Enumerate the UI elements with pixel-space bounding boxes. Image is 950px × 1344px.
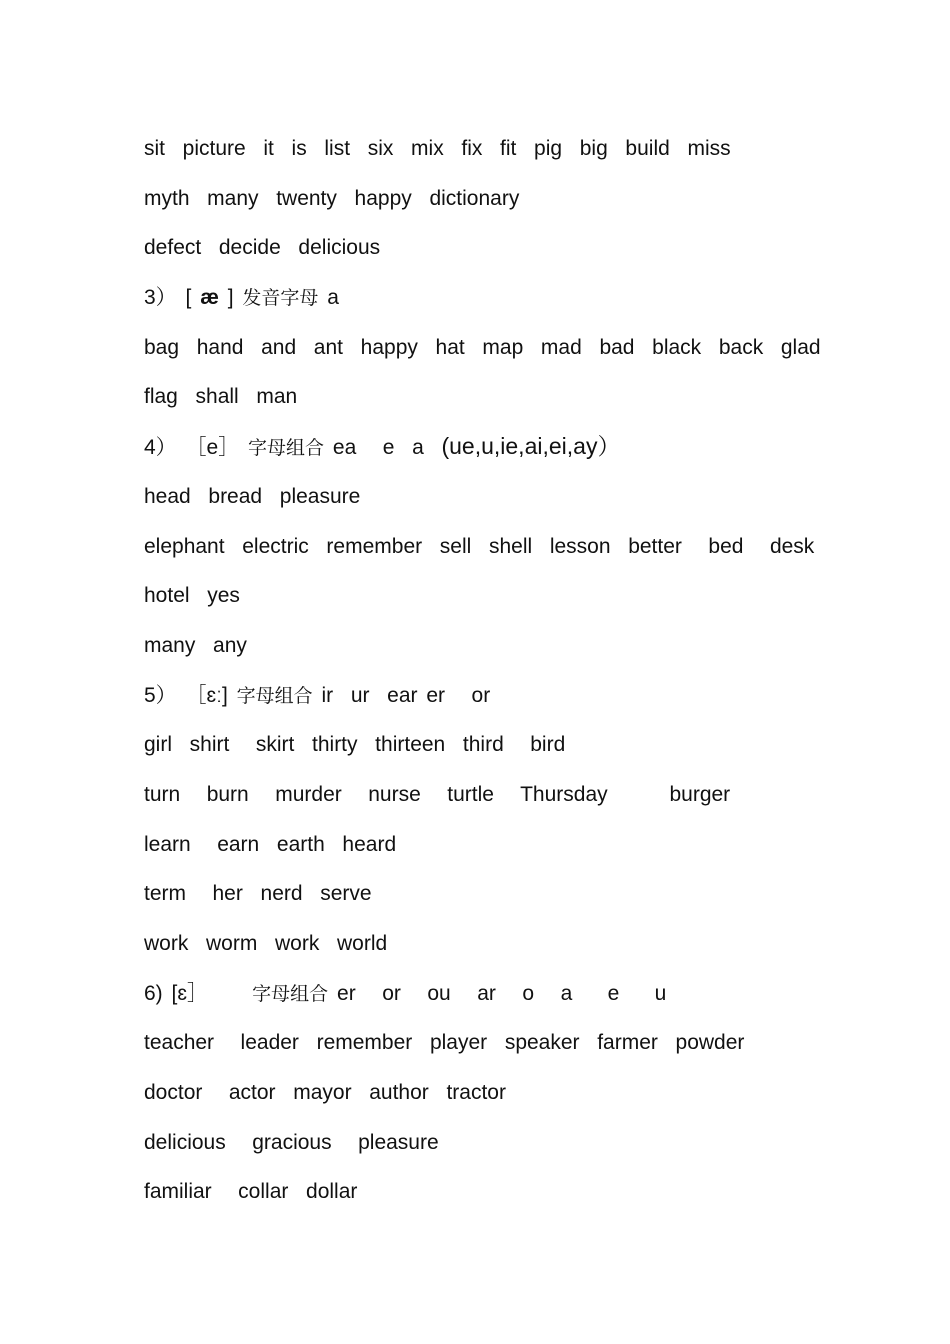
chinese-label: 字母组合 [248,437,325,460]
section-heading-6 [144,969,844,1019]
word-line: doctor actor mayor author tractor [144,1081,506,1105]
word-line: turn burn murder nurse turtle Thursday burger [144,782,731,806]
word-line: delicious gracious pleasure [144,1130,439,1154]
letter-list: ir ur ear er or [312,683,491,707]
word-line: teacher leader remember player speaker farmer powder [144,1031,745,1055]
section-number: 4） [144,436,177,460]
word-line: head bread pleasure [144,484,361,508]
ipa-symbol: æ [200,286,219,310]
word-line: hotel yes [144,584,240,608]
word-line: defect decide delicious [144,236,381,260]
section-heading-5 [144,671,844,721]
ipa-symbol: ［ɛː] [176,683,237,707]
letter-list: ea e a [324,436,442,460]
ipa-bracket-close: ] [218,286,234,310]
section-number: 5） [144,683,177,707]
word-line: bag hand and ant happy hat map mad bad black back glad [144,335,821,359]
chinese-label: 字母组合 [236,684,313,707]
ipa-bracket-open: [ [176,286,201,310]
word-line: many any [144,633,247,657]
section-heading-3 [144,273,844,323]
ipa-symbol: ［e］ [176,436,240,460]
chinese-label: 发音字母 [242,287,319,310]
chinese-label: 字母组合 [252,982,329,1005]
word-line: sit picture it is list six mix fix fit pig big build miss [144,137,731,160]
section-number: 3） [144,286,177,310]
extra-letter-list: (ue,u,ie,ai,ei,ay） [441,433,621,460]
word-line: girl shirt skirt thirty thirteen third bird [144,733,566,757]
word-line: myth many twenty happy dictionary [144,186,520,210]
word-line: term her nerd serve [144,882,372,906]
word-line: learn earn earth heard [144,832,397,856]
word-line: flag shall man [144,385,298,409]
letter-list: er or ou ar o a e u [328,981,667,1005]
word-line: work worm work world [144,932,388,955]
letter-list: a [318,286,339,310]
section-heading-4 [144,422,844,472]
document-page [144,124,844,1217]
section-number: 6) [144,981,172,1005]
word-line: elephant electric remember sell shell lesson better bed desk [144,534,815,558]
ipa-symbol: [ɛ］ [171,981,208,1005]
word-line: familiar collar dollar [144,1180,358,1204]
